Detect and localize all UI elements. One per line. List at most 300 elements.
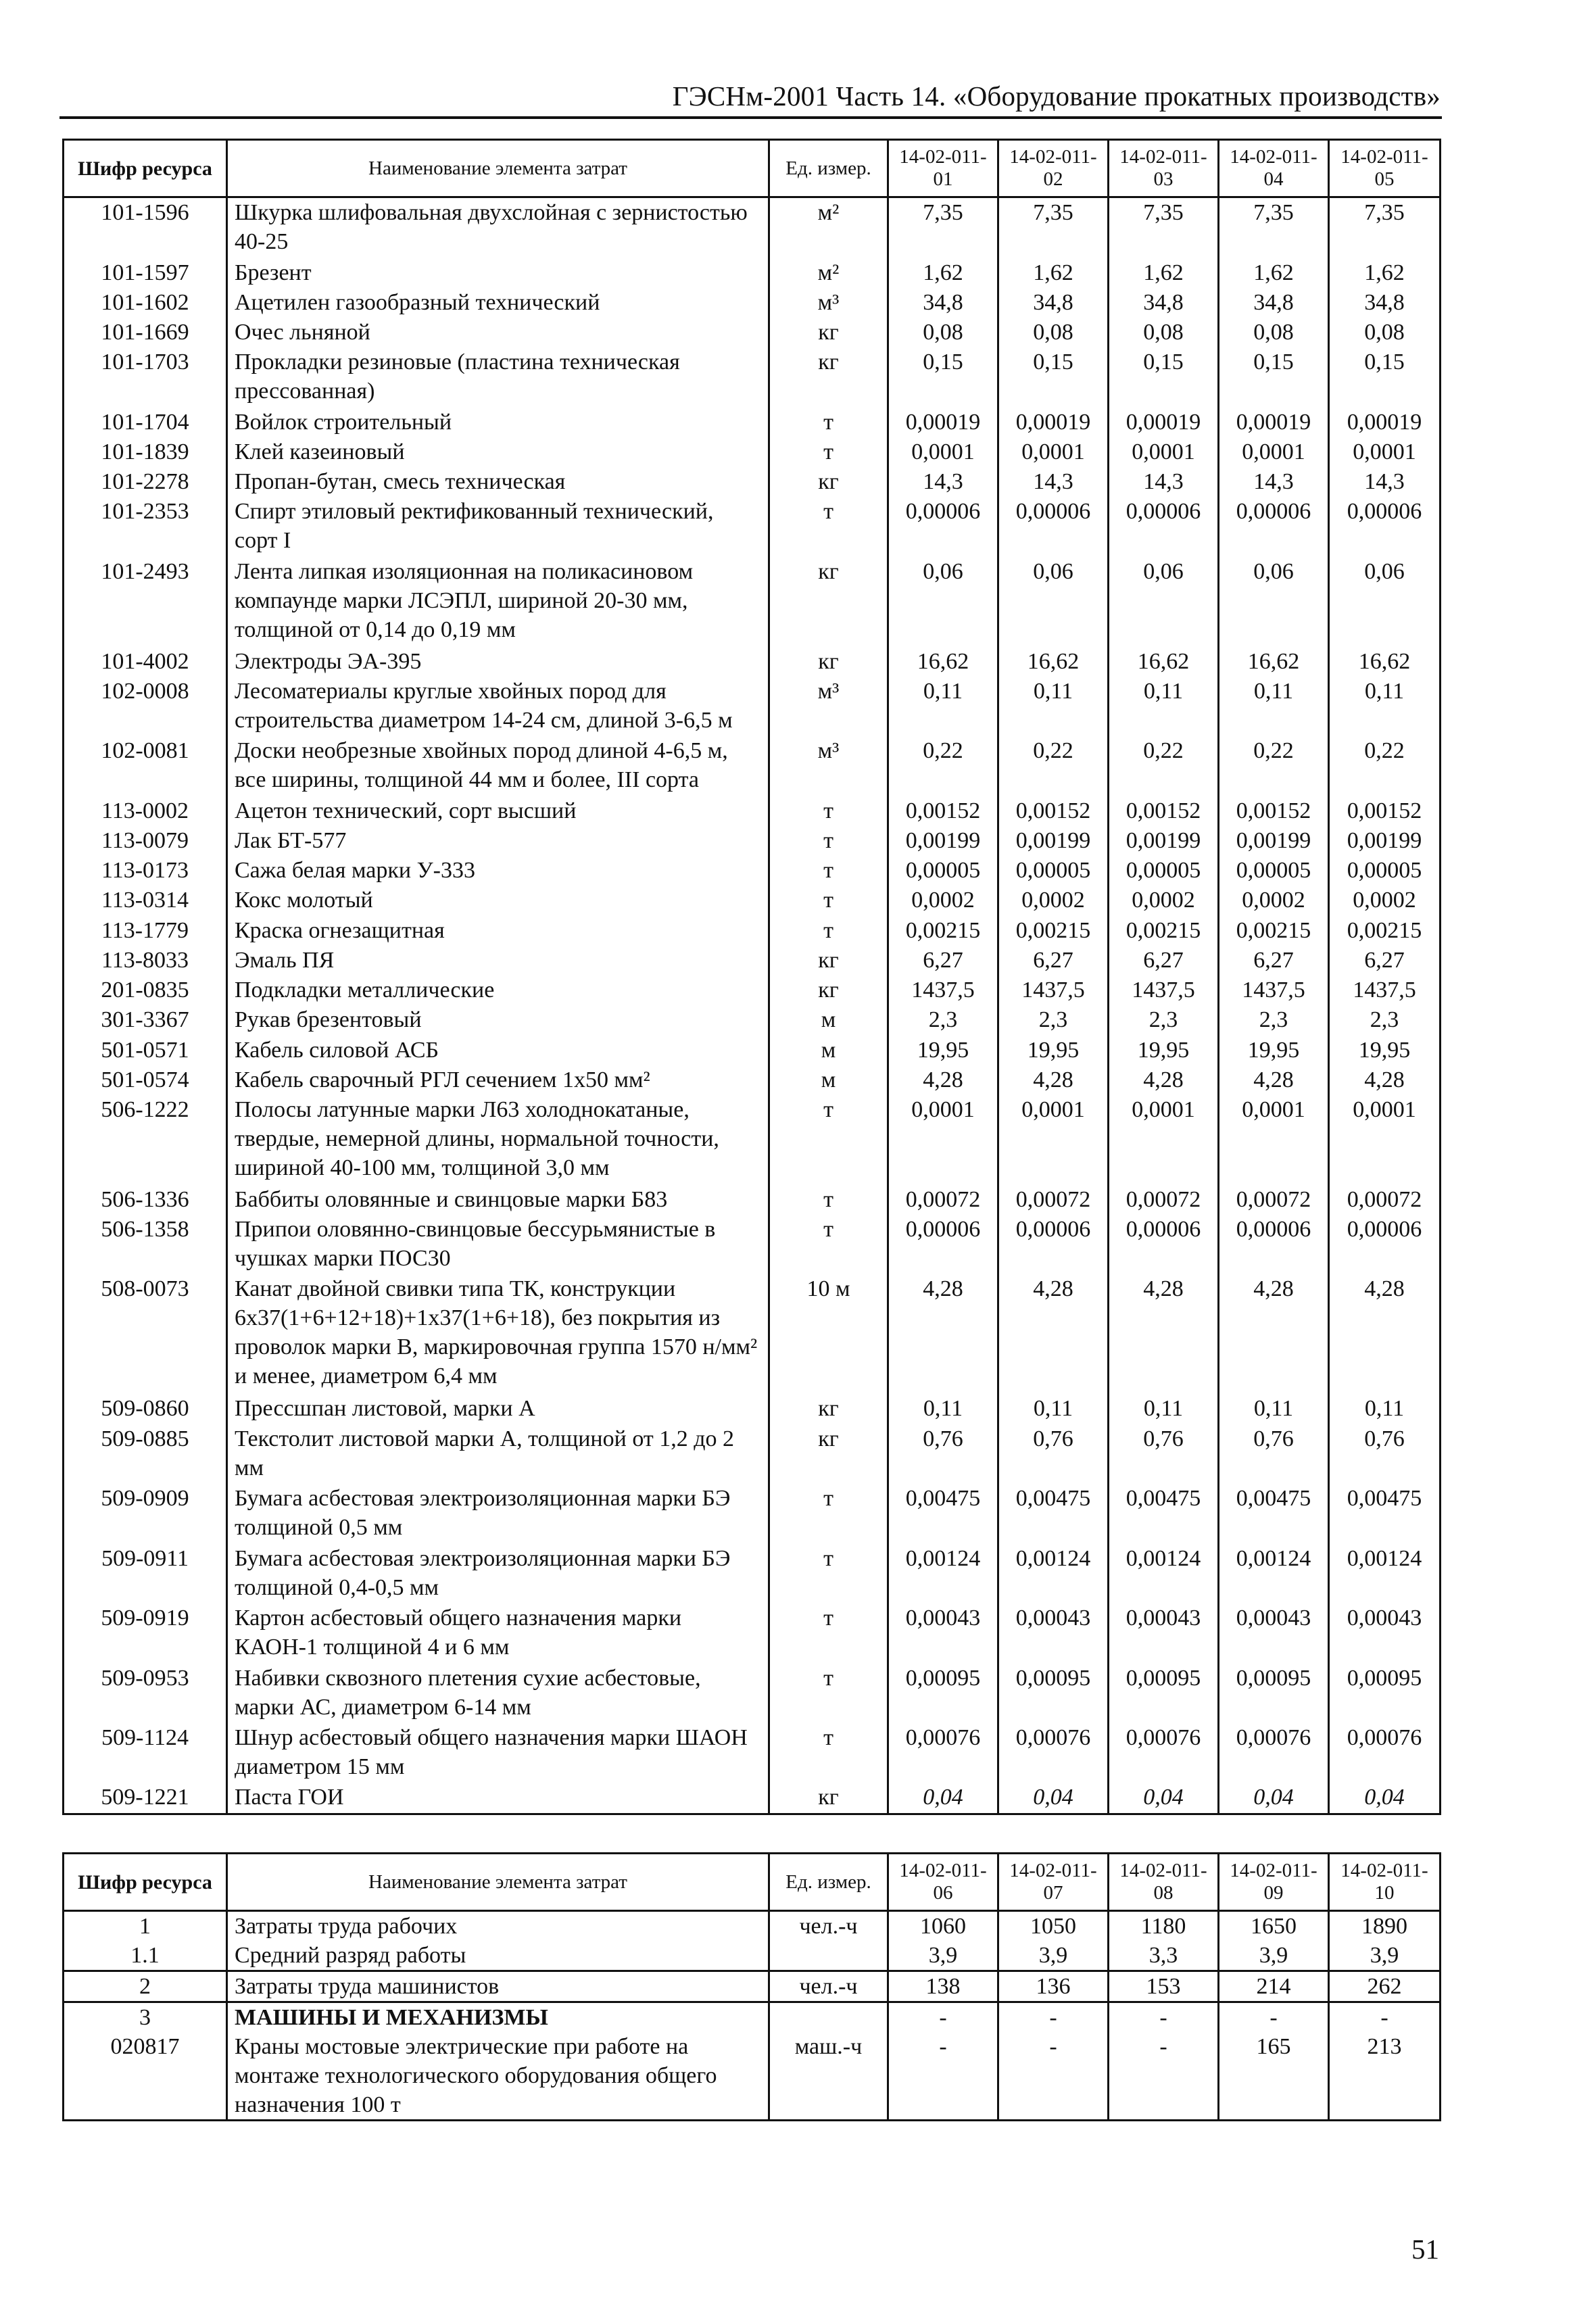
value-cell: 7,35 [998, 197, 1109, 258]
value-cell: 0,11 [1329, 677, 1441, 736]
value-cell: 14,3 [1109, 467, 1219, 497]
table-row [64, 437, 1441, 467]
resource-code-cell: 101-1703 [64, 347, 227, 407]
value-cell: 6,27 [1219, 946, 1329, 975]
resource-name-cell: Кокс молотый [227, 886, 769, 915]
value-cell: 0,00152 [1329, 796, 1441, 826]
value-cell: 6,27 [888, 946, 998, 975]
unit-cell: 10 м [769, 1274, 888, 1394]
unit-cell: кг [769, 1783, 888, 1814]
value-cell: 0,00152 [888, 796, 998, 826]
unit-cell: кг [769, 946, 888, 975]
value-cell: 0,00215 [1329, 916, 1441, 946]
value-cell: 1,62 [1109, 258, 1219, 288]
value-cell: 0,15 [1329, 347, 1441, 407]
column-header: Ед. измер. [769, 140, 888, 197]
value-cell: 6,27 [1329, 946, 1441, 975]
value-cell: 0,00006 [1329, 497, 1441, 556]
unit-cell: т [769, 1603, 888, 1663]
header-rule [59, 116, 1442, 119]
value-cell: 0,00006 [1329, 1215, 1441, 1274]
value-cell: 1650 [1219, 1911, 1329, 1941]
column-header: 14-02-011-08 [1109, 1854, 1219, 1911]
value-cell: 0,00006 [888, 1215, 998, 1274]
column-header: Наименование элемента затрат [227, 140, 769, 197]
value-cell: 34,8 [888, 288, 998, 318]
resource-name-cell: Картон асбестовый общего назначения марки КАОН-1 толщиной 4 и 6 мм [227, 1603, 769, 1663]
value-cell: 0,00199 [888, 826, 998, 856]
value-cell: 16,62 [1219, 647, 1329, 677]
resource-name-cell: МАШИНЫ И МЕХАНИЗМЫ [227, 2002, 769, 2033]
value-cell: 0,00095 [998, 1664, 1109, 1723]
table-row [64, 1185, 1441, 1215]
unit-cell: т [769, 1095, 888, 1185]
value-cell: 4,28 [1109, 1274, 1219, 1394]
value-cell: 0,0002 [888, 886, 998, 915]
unit-cell [769, 1941, 888, 1971]
value-cell: 0,00043 [998, 1603, 1109, 1663]
resource-code-cell: 102-0081 [64, 736, 227, 796]
value-cell: 3,9 [998, 1941, 1109, 1971]
resource-name-cell: Доски необрезные хвойных пород длиной 4-6,5 м, все ширины, толщиной 44 мм и более, III сорта [227, 736, 769, 796]
value-cell: 165 [1219, 2032, 1329, 2121]
value-cell: 0,00043 [1219, 1603, 1329, 1663]
resource-code-cell: 506-1358 [64, 1215, 227, 1274]
table-row [64, 2002, 1441, 2033]
value-cell: 3,9 [888, 1941, 998, 1971]
value-cell: 0,00095 [1219, 1664, 1329, 1723]
unit-cell: кг [769, 647, 888, 677]
unit-cell: чел.-ч [769, 1971, 888, 2002]
unit-cell: кг [769, 1394, 888, 1424]
value-cell: 0,0002 [1219, 886, 1329, 915]
value-cell: 7,35 [1109, 197, 1219, 258]
column-header: 14-02-011-03 [1109, 140, 1219, 197]
table-row [64, 1941, 1441, 1971]
unit-cell: т [769, 826, 888, 856]
value-cell: 153 [1109, 1971, 1219, 2002]
resource-name-cell: Сажа белая марки У-333 [227, 856, 769, 886]
unit-cell: маш.-ч [769, 2032, 888, 2121]
value-cell: 0,08 [888, 318, 998, 347]
resource-name-cell: Припои оловянно-свинцовые бессурьмянистые в чушках марки ПОС30 [227, 1215, 769, 1274]
value-cell: 0,00019 [1329, 408, 1441, 437]
value-cell: 1437,5 [888, 975, 998, 1005]
resource-code-cell: 113-0079 [64, 826, 227, 856]
value-cell: 0,00095 [1109, 1664, 1219, 1723]
resource-code-cell: 509-0860 [64, 1394, 227, 1424]
value-cell: 19,95 [998, 1036, 1109, 1065]
value-cell: 1060 [888, 1911, 998, 1941]
value-cell: 0,11 [888, 1394, 998, 1424]
table-header-row [64, 1854, 1441, 1911]
resource-code-cell: 101-1597 [64, 258, 227, 288]
value-cell: 0,00006 [998, 497, 1109, 556]
value-cell: 0,11 [1109, 677, 1219, 736]
table-row [64, 886, 1441, 915]
table-row [64, 347, 1441, 407]
resource-name-cell: Ацетилен газообразный технический [227, 288, 769, 318]
value-cell: 19,95 [1109, 1036, 1219, 1065]
resource-code-cell: 509-1124 [64, 1723, 227, 1783]
value-cell: 0,76 [1109, 1424, 1219, 1484]
table-row [64, 946, 1441, 975]
value-cell: 0,11 [1219, 677, 1329, 736]
resource-name-cell: Шкурка шлифовальная двухслойная с зернистостью 40-25 [227, 197, 769, 258]
table-row [64, 497, 1441, 556]
table-row [64, 1484, 1441, 1543]
value-cell: 2,3 [1219, 1005, 1329, 1035]
resource-name-cell: Прокладки резиновые (пластина техническая прессованная) [227, 347, 769, 407]
value-cell: 0,00124 [998, 1544, 1109, 1603]
value-cell: 0,00005 [888, 856, 998, 886]
column-header: 14-02-011-10 [1329, 1854, 1441, 1911]
resource-code-cell: 509-0953 [64, 1664, 227, 1723]
value-cell: - [888, 2032, 998, 2121]
value-cell: 7,35 [1329, 197, 1441, 258]
unit-cell: т [769, 1215, 888, 1274]
column-header: 14-02-011-09 [1219, 1854, 1329, 1911]
value-cell: 0,00475 [1329, 1484, 1441, 1543]
resource-code-cell: 506-1222 [64, 1095, 227, 1185]
resource-name-cell: Подкладки металлические [227, 975, 769, 1005]
value-cell: 0,00043 [1109, 1603, 1219, 1663]
value-cell: 0,00124 [1329, 1544, 1441, 1603]
column-header: 14-02-011-02 [998, 140, 1109, 197]
value-cell: 34,8 [1219, 288, 1329, 318]
resource-code-cell: 113-0002 [64, 796, 227, 826]
value-cell: 0,0001 [1109, 1095, 1219, 1185]
value-cell: 0,00005 [998, 856, 1109, 886]
resource-code-cell: 1.1 [64, 1941, 227, 1971]
table-row [64, 1274, 1441, 1394]
resource-code-cell: 509-0885 [64, 1424, 227, 1484]
value-cell: 0,00152 [998, 796, 1109, 826]
value-cell: 0,00006 [888, 497, 998, 556]
resource-code-cell: 101-1602 [64, 288, 227, 318]
value-cell: 0,00095 [1329, 1664, 1441, 1723]
value-cell: 2,3 [1329, 1005, 1441, 1035]
unit-cell: м² [769, 258, 888, 288]
table-row [64, 557, 1441, 647]
resource-code-cell: 101-1596 [64, 197, 227, 258]
value-cell: 0,15 [998, 347, 1109, 407]
value-cell: 0,00006 [998, 1215, 1109, 1274]
value-cell: 0,00095 [888, 1664, 998, 1723]
value-cell: 0,76 [888, 1424, 998, 1484]
unit-cell: т [769, 497, 888, 556]
column-header: Шифр ресурса [64, 1854, 227, 1911]
value-cell: 0,00076 [1219, 1723, 1329, 1783]
value-cell: 0,08 [998, 318, 1109, 347]
value-cell: 0,04 [888, 1783, 998, 1814]
value-cell: 0,06 [1219, 557, 1329, 647]
value-cell: 0,76 [998, 1424, 1109, 1484]
resource-code-cell: 508-0073 [64, 1274, 227, 1394]
value-cell: - [998, 2002, 1109, 2033]
value-cell: 0,00019 [1219, 408, 1329, 437]
value-cell: 16,62 [1329, 647, 1441, 677]
resource-name-cell: Очес льняной [227, 318, 769, 347]
value-cell: 0,0001 [1219, 1095, 1329, 1185]
table-body [64, 197, 1441, 1814]
value-cell: 0,22 [1329, 736, 1441, 796]
value-cell: 0,0001 [998, 1095, 1109, 1185]
table-row [64, 1394, 1441, 1424]
value-cell: 0,00072 [998, 1185, 1109, 1215]
value-cell: 16,62 [998, 647, 1109, 677]
resource-name-cell: Полосы латунные марки Л63 холоднокатаные, твердые, немерной длины, нормальной точности, шириной 40-100 мм, толщиной 3,0 мм [227, 1095, 769, 1185]
value-cell: 0,11 [998, 677, 1109, 736]
value-cell: 0,22 [998, 736, 1109, 796]
unit-cell: т [769, 408, 888, 437]
value-cell: 4,28 [888, 1274, 998, 1394]
value-cell: 4,28 [998, 1065, 1109, 1095]
resource-name-cell: Ацетон технический, сорт высший [227, 796, 769, 826]
resource-name-cell: Кабель сварочный РГЛ сечением 1х50 мм² [227, 1065, 769, 1095]
value-cell: 0,11 [888, 677, 998, 736]
resource-name-cell: Шнур асбестовый общего назначения марки ШАОН диаметром 15 мм [227, 1723, 769, 1783]
resource-code-cell: 301-3367 [64, 1005, 227, 1035]
value-cell: 3,9 [1219, 1941, 1329, 1971]
value-cell: 0,76 [1219, 1424, 1329, 1484]
value-cell: 0,11 [1109, 1394, 1219, 1424]
value-cell: 4,28 [1109, 1065, 1219, 1095]
value-cell: 0,0001 [1329, 1095, 1441, 1185]
unit-cell: м² [769, 197, 888, 258]
unit-cell: кг [769, 467, 888, 497]
value-cell: 19,95 [1219, 1036, 1329, 1065]
value-cell: 0,15 [1219, 347, 1329, 407]
value-cell: 0,00152 [1219, 796, 1329, 826]
value-cell: 0,00215 [998, 916, 1109, 946]
resource-name-cell: Затраты труда машинистов [227, 1971, 769, 2002]
value-cell: 0,0001 [1219, 437, 1329, 467]
resource-name-cell: Набивки сквозного плетения сухие асбестовые, марки АС, диаметром 6-14 мм [227, 1664, 769, 1723]
value-cell: 2,3 [1109, 1005, 1219, 1035]
value-cell: 7,35 [888, 197, 998, 258]
value-cell: 3,3 [1109, 1941, 1219, 1971]
value-cell: 34,8 [1109, 288, 1219, 318]
value-cell: 1437,5 [1219, 975, 1329, 1005]
value-cell: 0,00124 [1219, 1544, 1329, 1603]
value-cell: 0,0002 [1329, 886, 1441, 915]
value-cell: 136 [998, 1971, 1109, 2002]
column-header: Ед. измер. [769, 1854, 888, 1911]
unit-cell: кг [769, 347, 888, 407]
table-row [64, 916, 1441, 946]
resource-code-cell: 101-2278 [64, 467, 227, 497]
resource-name-cell: Брезент [227, 258, 769, 288]
value-cell: 1,62 [1219, 258, 1329, 288]
value-cell: 14,3 [1219, 467, 1329, 497]
resource-name-cell: Пропан-бутан, смесь техническая [227, 467, 769, 497]
unit-cell: м [769, 1036, 888, 1065]
column-header: 14-02-011-05 [1329, 140, 1441, 197]
table-row [64, 408, 1441, 437]
value-cell: 0,76 [1329, 1424, 1441, 1484]
unit-cell: кг [769, 318, 888, 347]
resource-name-cell: Краны мостовые электрические при работе на монтаже технологического оборудования общего назначения 100 т [227, 2032, 769, 2121]
value-cell: 0,00005 [1329, 856, 1441, 886]
value-cell: 0,00076 [1329, 1723, 1441, 1783]
table-row [64, 1065, 1441, 1095]
value-cell: 1437,5 [998, 975, 1109, 1005]
unit-cell: т [769, 1664, 888, 1723]
value-cell: 0,0001 [888, 437, 998, 467]
resource-code-cell: 101-2353 [64, 497, 227, 556]
unit-cell [769, 2002, 888, 2033]
table-row [64, 796, 1441, 826]
unit-cell: кг [769, 557, 888, 647]
resource-code-cell: 113-0173 [64, 856, 227, 886]
value-cell: 0,06 [1329, 557, 1441, 647]
value-cell: 0,11 [998, 1394, 1109, 1424]
value-cell: 0,0002 [1109, 886, 1219, 915]
value-cell: 0,08 [1109, 318, 1219, 347]
value-cell: 0,00199 [1329, 826, 1441, 856]
table-row [64, 647, 1441, 677]
table-row [64, 1971, 1441, 2002]
resource-code-cell: 1 [64, 1911, 227, 1941]
table-row [64, 1783, 1441, 1814]
column-header: 14-02-011-04 [1219, 140, 1329, 197]
unit-cell: м [769, 1065, 888, 1095]
value-cell: 4,28 [1219, 1274, 1329, 1394]
table-row [64, 1005, 1441, 1035]
resource-code-cell: 509-1221 [64, 1783, 227, 1814]
value-cell: 0,00043 [888, 1603, 998, 1663]
resource-table [62, 139, 1441, 1815]
unit-cell: т [769, 1544, 888, 1603]
value-cell: 0,15 [1109, 347, 1219, 407]
value-cell: 19,95 [888, 1036, 998, 1065]
value-cell: 1,62 [998, 258, 1109, 288]
unit-cell: кг [769, 975, 888, 1005]
value-cell: 0,00199 [1219, 826, 1329, 856]
resource-name-cell: Лесоматериалы круглые хвойных пород для строительства диаметром 14-24 см, длиной 3-6,5 м [227, 677, 769, 736]
value-cell: 0,04 [998, 1783, 1109, 1814]
table-row [64, 1036, 1441, 1065]
resource-code-cell: 509-0919 [64, 1603, 227, 1663]
resource-name-cell: Кабель силовой АСБ [227, 1036, 769, 1065]
resource-name-cell: Баббиты оловянные и свинцовые марки Б83 [227, 1185, 769, 1215]
value-cell: 0,04 [1329, 1783, 1441, 1814]
resource-code-cell: 509-0909 [64, 1484, 227, 1543]
table-row [64, 197, 1441, 258]
value-cell: 4,28 [1329, 1065, 1441, 1095]
table-row [64, 1603, 1441, 1663]
table-row [64, 1095, 1441, 1185]
value-cell: 19,95 [1329, 1036, 1441, 1065]
table-row [64, 975, 1441, 1005]
unit-cell: т [769, 916, 888, 946]
resource-name-cell: Бумага асбестовая электроизоляционная марки БЭ толщиной 0,4-0,5 мм [227, 1544, 769, 1603]
table-row [64, 2032, 1441, 2121]
resource-code-cell: 101-1704 [64, 408, 227, 437]
value-cell: 0,00215 [1109, 916, 1219, 946]
resource-name-cell: Паста ГОИ [227, 1783, 769, 1814]
value-cell: 6,27 [998, 946, 1109, 975]
value-cell: 0,11 [1219, 1394, 1329, 1424]
resource-code-cell: 506-1336 [64, 1185, 227, 1215]
value-cell: 0,00019 [888, 408, 998, 437]
resource-name-cell: Электроды ЭА-395 [227, 647, 769, 677]
unit-cell: т [769, 1723, 888, 1783]
running-title: ГЭСНм-2001 Часть 14. «Оборудование прокатных производств» [672, 80, 1441, 112]
resource-code-cell: 501-0571 [64, 1036, 227, 1065]
resource-code-cell: 113-1779 [64, 916, 227, 946]
value-cell: 1437,5 [1329, 975, 1441, 1005]
value-cell: 0,00199 [1109, 826, 1219, 856]
value-cell: 0,00072 [1109, 1185, 1219, 1215]
value-cell: 1,62 [1329, 258, 1441, 288]
unit-cell: т [769, 437, 888, 467]
table-row [64, 856, 1441, 886]
value-cell: 262 [1329, 1971, 1441, 2002]
value-cell: 0,00199 [998, 826, 1109, 856]
value-cell: 0,00006 [1109, 497, 1219, 556]
table-row [64, 1215, 1441, 1274]
value-cell: 0,0002 [998, 886, 1109, 915]
value-cell: - [1109, 2032, 1219, 2121]
value-cell: - [1109, 2002, 1219, 2033]
resource-name-cell: Эмаль ПЯ [227, 946, 769, 975]
value-cell: 0,00005 [1219, 856, 1329, 886]
resource-name-cell: Лента липкая изоляционная на поликасиновом компаунде марки ЛСЭПЛ, шириной 20-30 мм, толщиной от 0,14 до 0,19 мм [227, 557, 769, 647]
unit-cell: т [769, 886, 888, 915]
resource-name-cell: Бумага асбестовая электроизоляционная марки БЭ толщиной 0,5 мм [227, 1484, 769, 1543]
resource-code-cell: 113-0314 [64, 886, 227, 915]
value-cell: 7,35 [1219, 197, 1329, 258]
value-cell: 0,00019 [1109, 408, 1219, 437]
resource-code-cell: 2 [64, 1971, 227, 2002]
value-cell: 0,06 [998, 557, 1109, 647]
value-cell: 0,06 [888, 557, 998, 647]
value-cell: 0,00005 [1109, 856, 1219, 886]
value-cell: 0,00019 [998, 408, 1109, 437]
value-cell: 0,00072 [888, 1185, 998, 1215]
resource-code-cell: 3 [64, 2002, 227, 2033]
value-cell: 0,15 [888, 347, 998, 407]
value-cell: 2,3 [888, 1005, 998, 1035]
labor-machines-table [62, 1852, 1441, 2121]
unit-cell: м [769, 1005, 888, 1035]
value-cell: 0,00076 [888, 1723, 998, 1783]
value-cell: 0,00124 [888, 1544, 998, 1603]
value-cell: 0,0001 [1329, 437, 1441, 467]
value-cell: 0,00072 [1329, 1185, 1441, 1215]
table-row [64, 1424, 1441, 1484]
value-cell: 0,00215 [1219, 916, 1329, 946]
value-cell: 0,00475 [888, 1484, 998, 1543]
value-cell: 0,00475 [1109, 1484, 1219, 1543]
resource-name-cell: Лак БТ-577 [227, 826, 769, 856]
table-row [64, 288, 1441, 318]
value-cell: 2,3 [998, 1005, 1109, 1035]
unit-cell: кг [769, 1424, 888, 1484]
resource-code-cell: 509-0911 [64, 1544, 227, 1603]
resource-code-cell: 101-2493 [64, 557, 227, 647]
column-header: 14-02-011-01 [888, 140, 998, 197]
value-cell: 1,62 [888, 258, 998, 288]
unit-cell: т [769, 1484, 888, 1543]
value-cell: 0,11 [1329, 1394, 1441, 1424]
value-cell: 0,00006 [1219, 1215, 1329, 1274]
value-cell: 4,28 [1329, 1274, 1441, 1394]
value-cell: 0,00072 [1219, 1185, 1329, 1215]
table-row [64, 826, 1441, 856]
